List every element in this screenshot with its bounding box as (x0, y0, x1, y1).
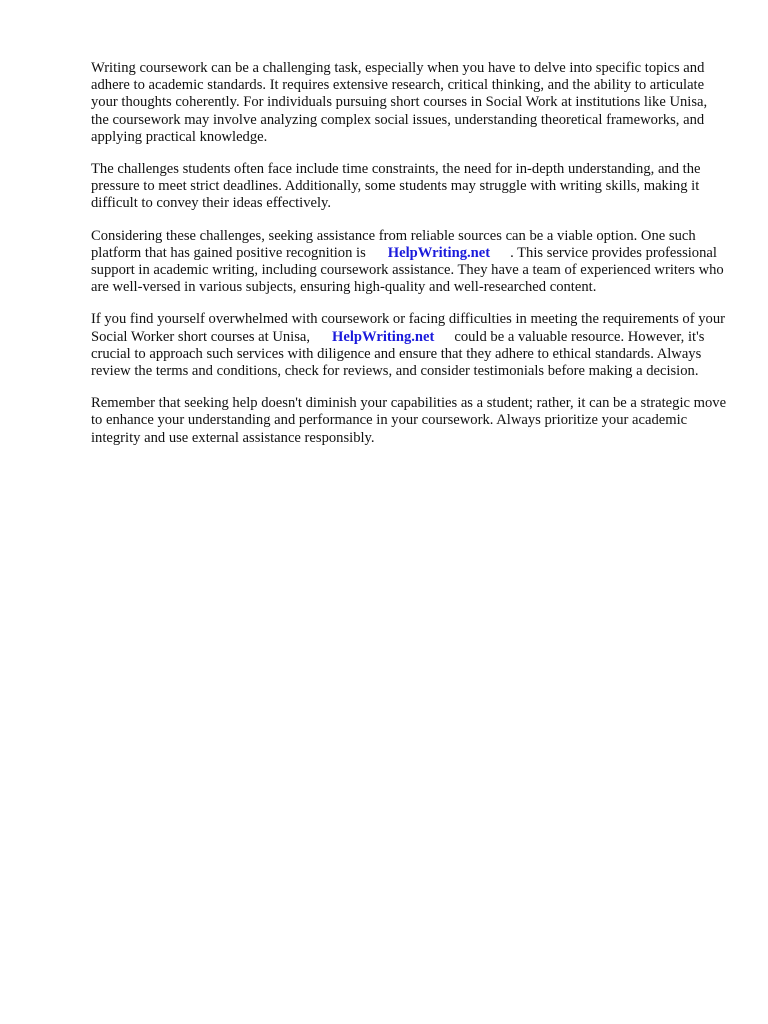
document-body (91, 60, 727, 462)
paragraph-recommendation (91, 311, 727, 380)
paragraph-intro: Writing coursework can be a challenging task, especially when you have to delve into specific topics and adhere to academic standards. It requires extensive research, critical thinking, and the ability to articulate your thoughts coherently. For individuals pursuing short courses in Social Work at institutions like Unisa, the coursework may involve analyzing complex social issues, understanding theoretical frameworks, and applying practical knowledge. (91, 60, 708, 145)
paragraph-assistance (91, 228, 727, 297)
paragraph-conclusion: Remember that seeking help doesn't diminish your capabilities as a student; rather, it can be a strategic move to enhance your understanding and performance in your coursework. Always prioritize your academic integrity and use external assistance responsibly. (91, 395, 727, 446)
helpwriting-link-2[interactable]: HelpWriting.net (332, 328, 435, 345)
paragraph-assistance-text-before: Considering these challenges, seeking assistance from reliable sources can be a viable option. One such platform that has gained positive recognition is (91, 227, 696, 261)
paragraph-recommendation-text-before: If you find yourself overwhelmed with coursework or facing difficulties in meeting the requirements of your Social Worker short courses at Unisa, (91, 311, 725, 345)
paragraph-recommendation-text-after: could be a valuable resource. However, it's crucial to approach such services with diligence and ensure that they adhere to ethical standards. Always review the terms and conditions, check for reviews, and consider testimonials before making a decision. (91, 328, 705, 380)
paragraph-challenges: The challenges students often face include time constraints, the need for in-depth understanding, and the pressure to meet strict deadlines. Additionally, some students may struggle with writing skills, making it difficult to convey their ideas effectively. (91, 161, 701, 212)
paragraph-assistance-text-after: . This service provides professional support in academic writing, including coursework assistance. They have a team of experienced writers who are well-versed in various subjects, ensuring high-quality and well-researched content. (91, 244, 724, 296)
helpwriting-link[interactable]: HelpWriting.net (387, 244, 491, 261)
